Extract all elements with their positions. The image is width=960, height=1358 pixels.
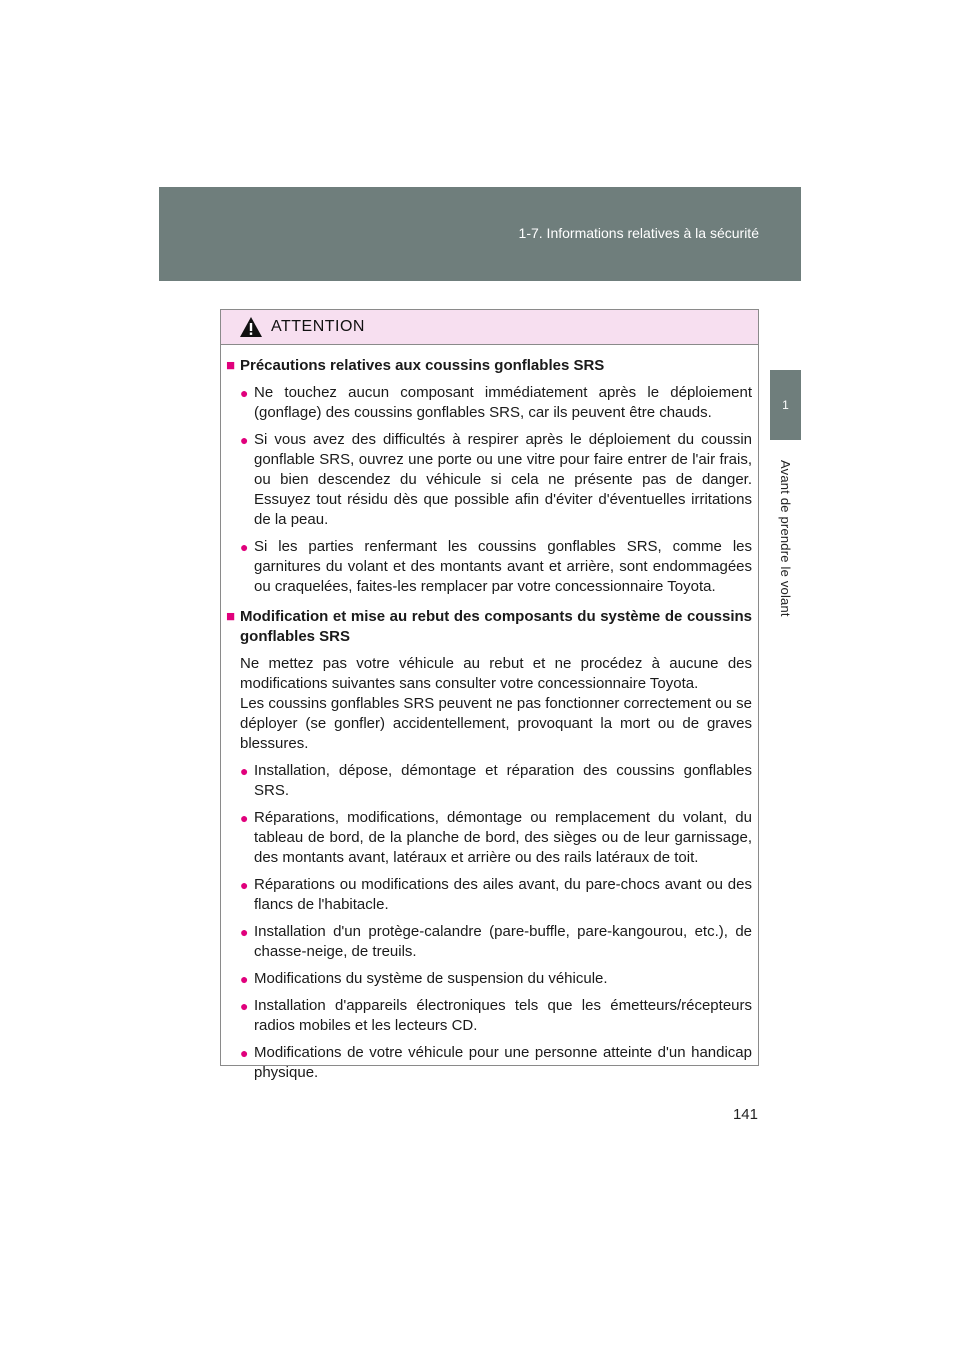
section-heading	[226, 607, 752, 647]
list-item-text: Si les parties renfermant les coussins gonflables SRS, comme les garnitures du volant et des montants avant et arrière, sont endommagées ou craquelées, faites-les remplacer par votre concessionnaire Toyota.	[254, 538, 752, 595]
list-item-text: Installation d'un protège-calandre (pare-buffle, pare-kangourou, etc.), de chasse-neige, de treuils.	[254, 923, 752, 960]
chapter-label	[770, 448, 801, 628]
square-bullet-icon: ■	[226, 357, 236, 374]
list-item	[226, 922, 752, 962]
chapter-label-text: Avant de prendre le volant	[778, 459, 793, 617]
list-item	[226, 808, 752, 868]
list-item	[226, 430, 752, 530]
list-item-text: Installation d'appareils électroniques tels que les émetteurs/récepteurs radios mobiles et les lecteurs CD.	[254, 997, 752, 1034]
list-item	[226, 996, 752, 1036]
list-item-text: Si vous avez des difficultés à respirer après le déploiement du coussin gonflable SRS, ouvrez une porte ou une vitre pour faire entrer de l'air frais, ou bien descendez du véhicule si cela ne présente pas de danger. Essuyez tout résidu dès que possible afin d'éviter d'éventuelles irritations de la peau.	[254, 431, 752, 528]
warning-box	[220, 309, 759, 1081]
bullet-icon: ●	[240, 877, 249, 893]
page-number: 141	[732, 1106, 758, 1123]
list-item-text: Réparations ou modifications des ailes avant, du pare-chocs avant ou des flancs de l'habitacle.	[254, 876, 752, 913]
chapter-tab	[770, 370, 801, 440]
paragraph: Ne mettez pas votre véhicule au rebut et ne procédez à aucune des modifications suivantes sans consulter votre concessionnaire Toyota.	[240, 655, 752, 692]
header-band	[159, 187, 801, 281]
list-item	[226, 761, 752, 801]
section-heading-text: Précautions relatives aux coussins gonflables SRS	[240, 357, 605, 374]
square-bullet-icon: ■	[226, 608, 236, 625]
list-item	[226, 537, 752, 597]
bullet-icon: ●	[240, 810, 249, 826]
list-item-text: Installation, dépose, démontage et réparation des coussins gonflables SRS.	[254, 762, 752, 799]
chapter-number: 1	[782, 398, 789, 412]
warning-icon	[239, 316, 263, 338]
warning-body	[221, 345, 758, 1083]
list-item	[226, 875, 752, 915]
list-item-text: Modifications du système de suspension du véhicule.	[254, 970, 608, 987]
bullet-icon: ●	[240, 971, 249, 987]
bullet-icon: ●	[240, 432, 249, 448]
bullet-icon: ●	[240, 1045, 249, 1061]
list-item	[226, 1043, 752, 1083]
section-title: 1-7. Informations relatives à la sécurité	[518, 225, 759, 241]
list-item-text: Ne touchez aucun composant immédiatement après le déploiement (gonflage) des coussins gonflables SRS, car ils peuvent être chauds.	[254, 384, 752, 421]
warning-title: ATTENTION	[271, 318, 365, 335]
warning-header	[221, 310, 758, 345]
section-heading-text: Modification et mise au rebut des composants du système de coussins gonflables SRS	[240, 608, 752, 645]
bullet-icon: ●	[240, 998, 249, 1014]
bullet-icon: ●	[240, 385, 249, 401]
list-item	[226, 383, 752, 423]
bullet-icon: ●	[240, 924, 249, 940]
paragraph: Les coussins gonflables SRS peuvent ne pas fonctionner correctement ou se déployer (se gonfler) accidentellement, provoquant la mort ou de graves blessures.	[240, 695, 752, 752]
bullet-icon: ●	[240, 539, 249, 555]
bullet-icon: ●	[240, 763, 249, 779]
list-item-text: Modifications de votre véhicule pour une personne atteinte d'un handicap physique.	[254, 1044, 752, 1081]
section-heading	[226, 356, 752, 376]
list-item-text: Réparations, modifications, démontage ou remplacement du volant, du tableau de bord, de la planche de bord, des sièges ou de leur garnissage, des montants avant, latéraux et arrière ou des rails latéraux de toit.	[254, 809, 752, 866]
list-item	[226, 969, 752, 989]
